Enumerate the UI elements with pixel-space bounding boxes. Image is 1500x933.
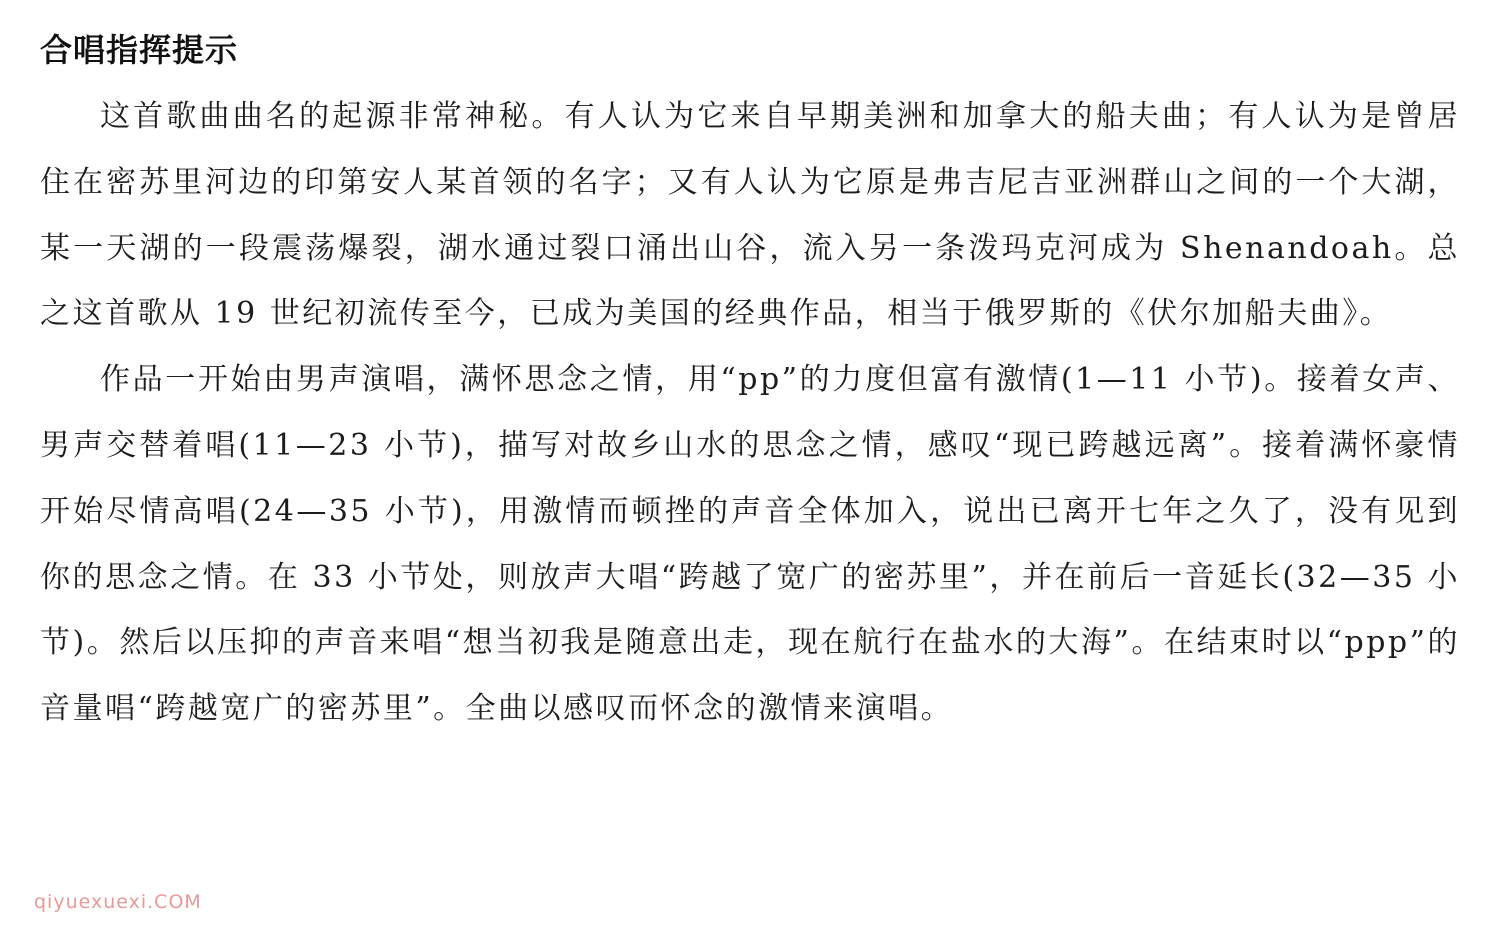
paragraph-performance: 作品一开始由男声演唱，满怀思念之情，用“pp”的力度但富有激情(1—11 小节)。接着女声、男声交替着唱(11—23 小节)，描写对故乡山水的思念之情，感叹“现已跨越远离”。接着满怀豪情开始尽情高唱(24—35 小节)，用激情而顿挫的声音全体加入，说出已离开七年之久了，没有见到你的思念之情。在 33 小节处，则放声大唱“跨越了宽广的密苏里”，并在前后一音延长(32—35 小节)。然后以压抑的声音来唱“想当初我是随意出走，现在航行在盐水的大海”。在结束时以“ppp”的音量唱“跨越宽广的密苏里”。全曲以感叹而怀念的激情来演唱。 (40, 362, 1460, 727)
body-text (40, 84, 1460, 742)
paragraph-origin: 这首歌曲曲名的起源非常神秘。有人认为它来自早期美洲和加拿大的船夫曲；有人认为是曾居住在密苏里河边的印第安人某首领的名字；又有人认为它原是弗吉尼吉亚洲群山之间的一个大湖，某一天湖的一段震荡爆裂，湖水通过裂口涌出山谷，流入另一条泼玛克河成为 Shenandoah。总之这首歌从 19 世纪初流传至今，已成为美国的经典作品，相当于俄罗斯的《伏尔加船夫曲》。 (40, 99, 1460, 332)
section-heading: 合唱指挥提示 (40, 31, 239, 69)
site-watermark: qiyuexuexi.COM (34, 891, 202, 913)
